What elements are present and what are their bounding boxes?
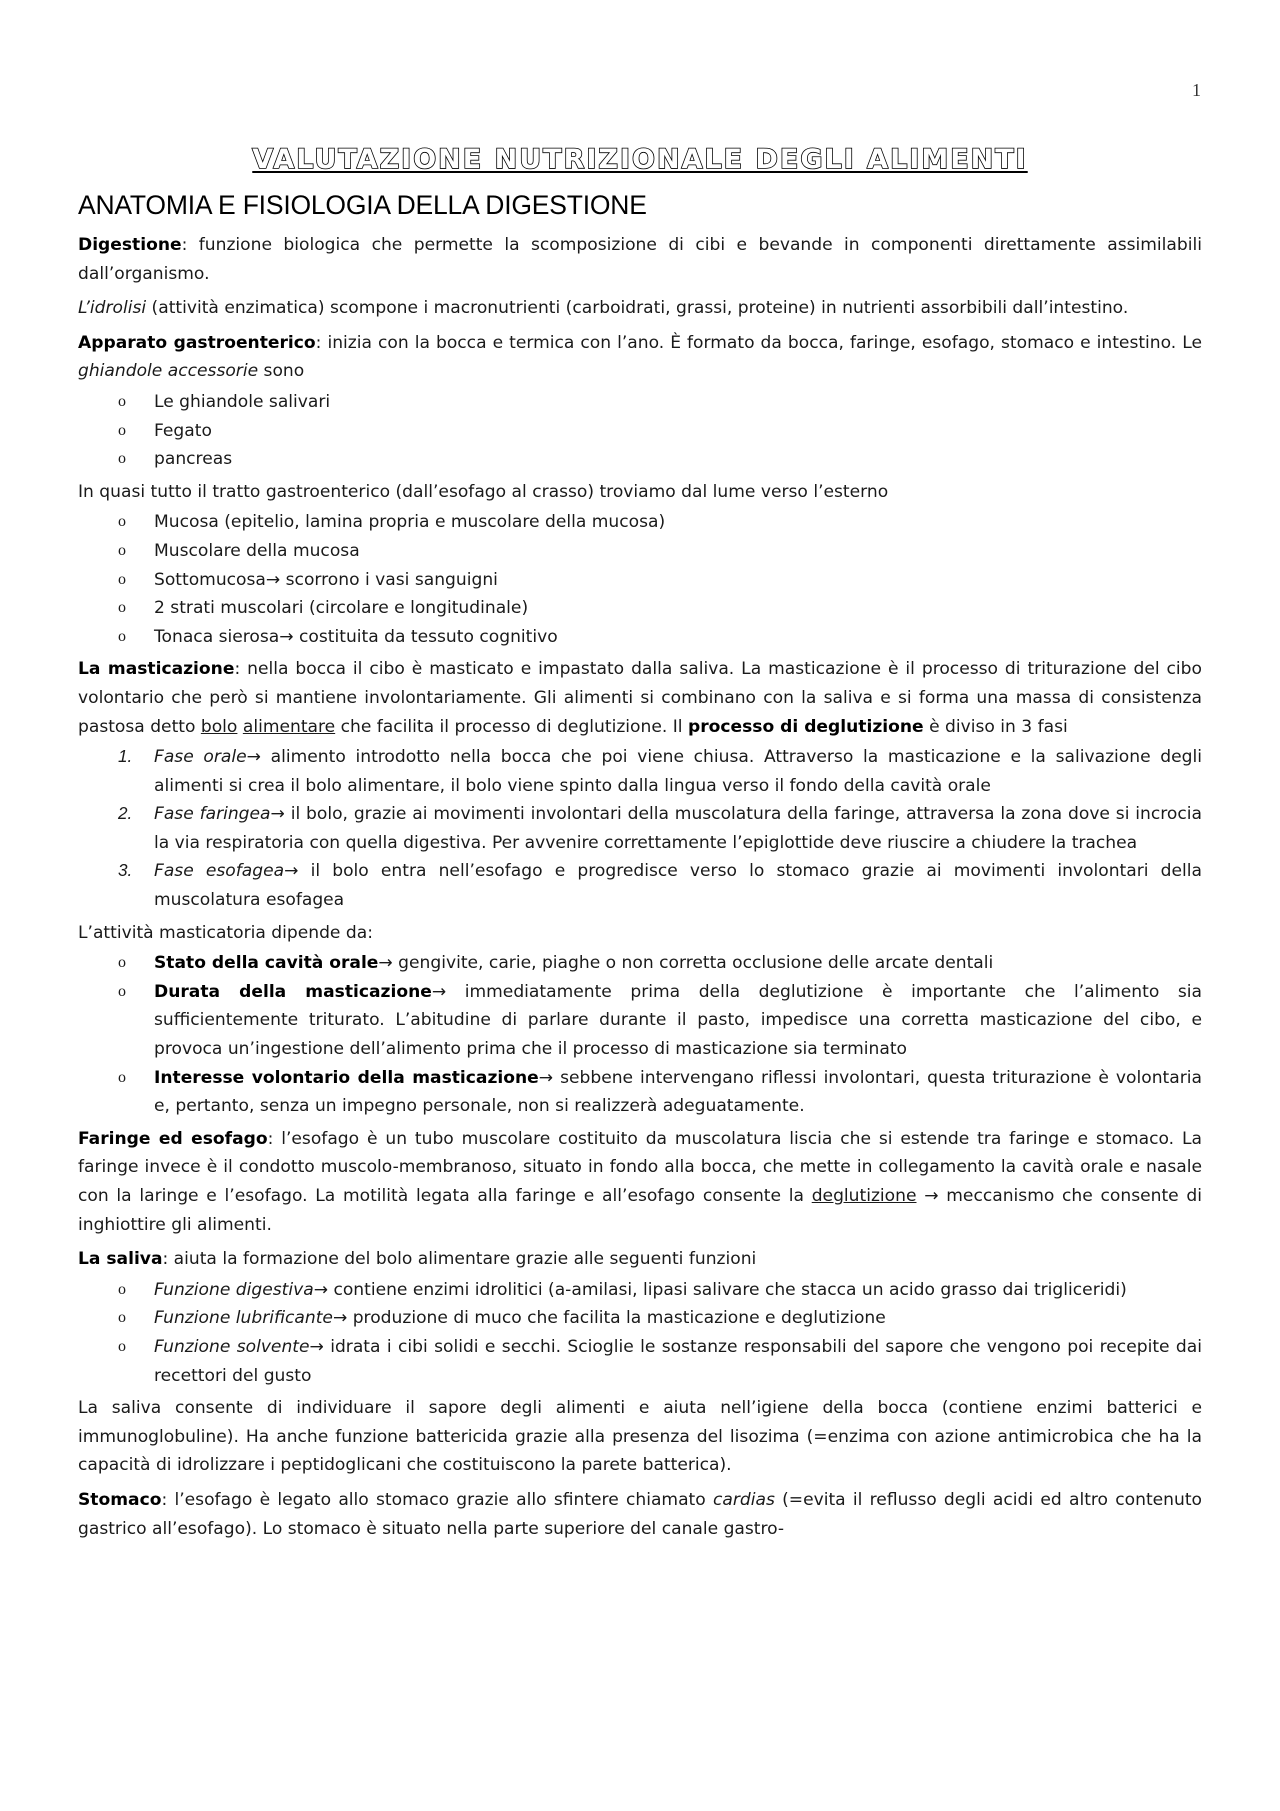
paragraph-text: che facilita il processo di deglutizione. Il xyxy=(335,716,688,737)
underlined-term: alimentare xyxy=(242,716,336,737)
list-item: o Fegato xyxy=(78,417,1202,446)
paragraph-stomaco xyxy=(78,1486,1202,1543)
list-item: o Mucosa (epitelio, lamina propria e muscolare della mucosa) xyxy=(78,508,1202,537)
paragraph-text: : funzione biologica che permette la scomposizione di cibi e bevande in componenti direttamente assimilabili dall’organismo. xyxy=(78,235,1202,284)
phase-text: → il bolo, grazie ai movimenti involontari della muscolatura della faringe, attraversa la zona dove si incrocia la via respiratoria con quella digestiva. Per avvenire correttamente l’epiglottide deve riuscire a chiudere la trachea xyxy=(154,804,1203,853)
list-item xyxy=(78,857,1202,914)
list-item xyxy=(78,1064,1202,1121)
phases-list xyxy=(78,743,1202,915)
glands-list xyxy=(78,388,1202,474)
paragraph-saliva xyxy=(78,1245,1202,1274)
paragraph-text: → meccanismo che consente di inghiottire gli alimenti. xyxy=(78,1186,1202,1235)
function-text: → produzione di muco che facilita la masticazione e deglutizione xyxy=(332,1308,886,1329)
paragraph-text: : aiuta la formazione del bolo alimentare grazie alle seguenti funzioni xyxy=(162,1249,757,1270)
list-item: o Sottomucosa→ scorrono i vasi sanguigni xyxy=(78,566,1202,595)
list-number: 2. xyxy=(118,804,133,824)
factors-list xyxy=(78,949,1202,1121)
paragraph-text: (=evita il reflusso degli acidi ed altro contenuto gastrico all’esofago). Lo stomaco è situato nella parte superiore del canale gastro- xyxy=(78,1489,1203,1539)
paragraph-digestione xyxy=(78,231,1202,288)
paragraph-text: (attività enzimatica) scompone i macronutrienti (carboidrati, grassi, proteine) in nutrienti assorbibili dall’intestino. xyxy=(146,298,1129,319)
paragraph-apparato xyxy=(78,329,1202,386)
underlined-term: bolo xyxy=(200,716,238,737)
paragraph-idrolisi xyxy=(78,294,1202,323)
list-item xyxy=(78,949,1202,978)
factor-term: Stato della cavità orale xyxy=(154,953,379,974)
paragraph-text: è diviso in 3 fasi xyxy=(923,716,1068,737)
term-masticazione: La masticazione xyxy=(78,659,235,680)
paragraph-masticazione xyxy=(78,655,1202,741)
term-saliva: La saliva xyxy=(78,1249,163,1270)
list-number: 1. xyxy=(118,747,133,767)
term-digestione: Digestione xyxy=(78,235,182,255)
term-ghiandole: ghiandole accessorie xyxy=(78,361,259,382)
underlined-term: deglutizione xyxy=(811,1186,917,1206)
section-heading: ANATOMIA E FISIOLOGIA DELLA DIGESTIONE xyxy=(78,190,647,220)
list-item xyxy=(78,1276,1202,1305)
phase-text: → alimento introdotto nella bocca che poi viene chiusa. Attraverso la masticazione e la salivazione degli alimenti si crea il bolo alimentare, il bolo viene spinto dalla lingua verso il fondo della cavità orale xyxy=(154,747,1203,796)
term-cardias: cardias xyxy=(712,1489,775,1510)
layers-list xyxy=(78,508,1202,651)
term-faringe: Faringe ed esofago xyxy=(78,1128,268,1149)
phase-name: Fase orale xyxy=(154,747,247,768)
document-body xyxy=(78,190,1202,1549)
term-apparato: Apparato gastroenterico xyxy=(78,332,316,353)
paragraph-text: : nella bocca il cibo è masticato e impastato dalla saliva. La masticazione è il processo di triturazione del cibo volontario che però si mantiene involontariamente. Gli alimenti si combinano con la saliva e si forma una massa di consistenza pastosa detto xyxy=(78,659,1202,737)
list-item xyxy=(78,743,1202,800)
paragraph-text: : inizia con la bocca e termica con l’ano. È formato da bocca, faringe, esofago, stomaco e intestino. Le xyxy=(315,332,1202,353)
list-item: o Muscolare della mucosa xyxy=(78,537,1202,566)
paragraph-text: sono xyxy=(258,361,305,382)
paragraph-attivita: L’attività masticatoria dipende da: xyxy=(78,922,373,943)
phase-name: Fase esofagea xyxy=(154,861,285,882)
list-item xyxy=(78,978,1202,1064)
document-title: VALUTAZIONE NUTRIZIONALE DEGLI ALIMENTI xyxy=(252,144,1028,175)
list-item: o Tonaca sierosa→ costituita da tessuto cognitivo xyxy=(78,623,1202,652)
term-idrolisi: L’idrolisi xyxy=(78,298,147,319)
function-text: → idrata i cibi solidi e secchi. Scioglie le sostanze responsabili del sapore che vengono poi recepite dai recettori del gusto xyxy=(154,1336,1202,1386)
factor-text: → immediatamente prima della deglutizione è importante che l’alimento sia sufficientemente triturato. L’abitudine di parlare durante il pasto, impedisce una corretta masticazione del cibo, e provoca un’ingestione dell’alimento prima che il processo di masticazione sia terminato xyxy=(154,981,1202,1060)
list-item xyxy=(78,800,1202,857)
term-deglutizione: processo di deglutizione xyxy=(687,716,924,737)
factor-term: Durata della masticazione xyxy=(154,981,432,1002)
function-name: Funzione solvente xyxy=(154,1336,310,1357)
paragraph-text: : l’esofago è un tubo muscolare costituito da muscolatura liscia che si estende tra faringe e stomaco. La faringe invece è il condotto muscolo-membranoso, situato in fondo alla bocca, che mette in collegamento la cavità orale e nasale con la laringe e l’esofago. La motilità legata alla faringe e all’esofago consente la xyxy=(78,1128,1202,1206)
list-item: o Le ghiandole salivari xyxy=(78,388,1202,417)
term-stomaco: Stomaco xyxy=(78,1489,162,1510)
factor-term: Interesse volontario della masticazione xyxy=(154,1067,539,1088)
list-number: 3. xyxy=(118,861,133,881)
phase-name: Fase faringea xyxy=(154,804,271,825)
function-name: Funzione lubrificante xyxy=(154,1308,333,1329)
paragraph-tratto: In quasi tutto il tratto gastroenterico (dall’esofago al crasso) troviamo dal lume verso l’esterno xyxy=(78,481,889,502)
paragraph-faringe xyxy=(78,1125,1202,1239)
list-item xyxy=(78,1304,1202,1333)
paragraph-text: : l’esofago è legato allo stomaco grazie allo sfintere chiamato xyxy=(161,1489,713,1510)
paragraph-saliva-sapore: La saliva consente di individuare il sapore degli alimenti e aiuta nell’igiene della bocca (contiene enzimi batterici e immunoglobuline). Ha anche funzione battericida grazie alla presenza del lisozima (=enzima con azione antimicrobica che ha la capacità di idrolizzare i peptidoglicani che costituiscono la parete batterica). xyxy=(78,1398,1202,1476)
function-text: → contiene enzimi idrolitici (a-amilasi, lipasi salivare che stacca un acido grasso dai trigliceridi) xyxy=(313,1279,1127,1300)
phase-text: → il bolo entra nell’esofago e progredisce verso lo stomaco grazie ai movimenti involontari della muscolatura esofagea xyxy=(154,861,1202,911)
list-item xyxy=(78,1333,1202,1390)
factor-text: → gengivite, carie, piaghe o non corretta occlusione delle arcate dentali xyxy=(378,953,994,974)
saliva-functions-list xyxy=(78,1276,1202,1390)
list-item: o pancreas xyxy=(78,445,1202,474)
function-name: Funzione digestiva xyxy=(154,1279,314,1300)
list-item: o 2 strati muscolari (circolare e longitudinale) xyxy=(78,594,1202,623)
factor-text: → sebbene intervengano riflessi involontari, questa triturazione è volontaria e, pertanto, senza un impegno personale, non si realizzerà adeguatamente. xyxy=(154,1067,1202,1117)
page-number: 1 xyxy=(1192,80,1201,100)
